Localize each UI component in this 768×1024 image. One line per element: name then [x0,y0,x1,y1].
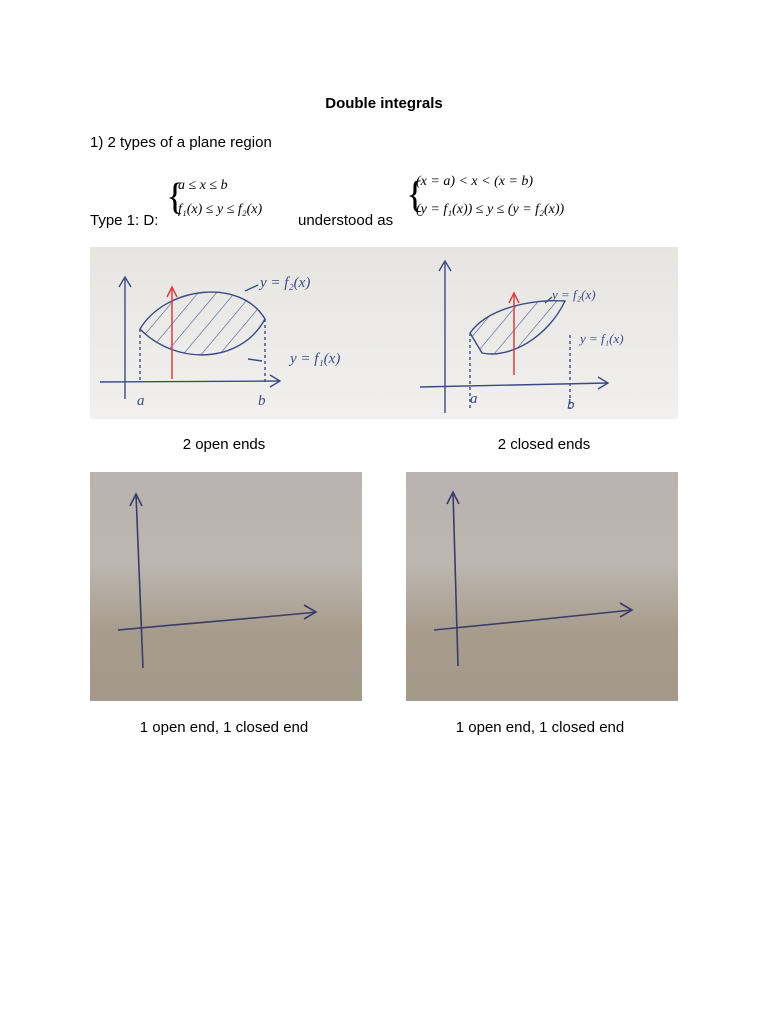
sketch-photo-top [90,247,678,419]
caption-open-ends: 2 open ends [182,436,266,453]
system-1-line-2: f₁(x) ≤ y ≤ f₂(x) [178,202,263,217]
left-a-label: a [137,393,145,409]
understood-as-label: understood as [298,212,394,229]
type1-label: Type 1: D: [90,212,159,229]
system-2-line-1: (x = a) < x < (x = b) [416,174,534,189]
left-lower-curve-label: y = f₁(x) [290,351,341,367]
system-1-line-1: a ≤ x ≤ b [178,178,228,193]
right-b-label: b [567,397,575,413]
system-2-line-2: (y = f₁(x)) ≤ y ≤ (y = f₂(x)) [416,202,565,217]
axes-svg-left [90,472,362,701]
axes-svg-right [406,472,678,701]
caption-mixed-right: 1 open end, 1 closed end [455,719,625,736]
right-lower-curve-label: y = f₁(x) [580,331,624,346]
left-brace: { [166,176,185,218]
document-title: Double integrals [325,95,443,112]
section-heading: 1) 2 types of a plane region [90,134,272,151]
right-a-label: a [470,391,478,407]
sketch-left [100,277,280,399]
left-brace: { [406,174,425,216]
right-upper-curve-label: y = f₂(x) [552,287,596,302]
axes-photo-left [90,472,362,701]
axes-photo-right [406,472,678,701]
caption-mixed-left: 1 open end, 1 closed end [139,719,309,736]
caption-closed-ends: 2 closed ends [497,436,591,453]
left-b-label: b [258,393,266,409]
left-upper-curve-label: y = f₂(x) [260,275,311,291]
